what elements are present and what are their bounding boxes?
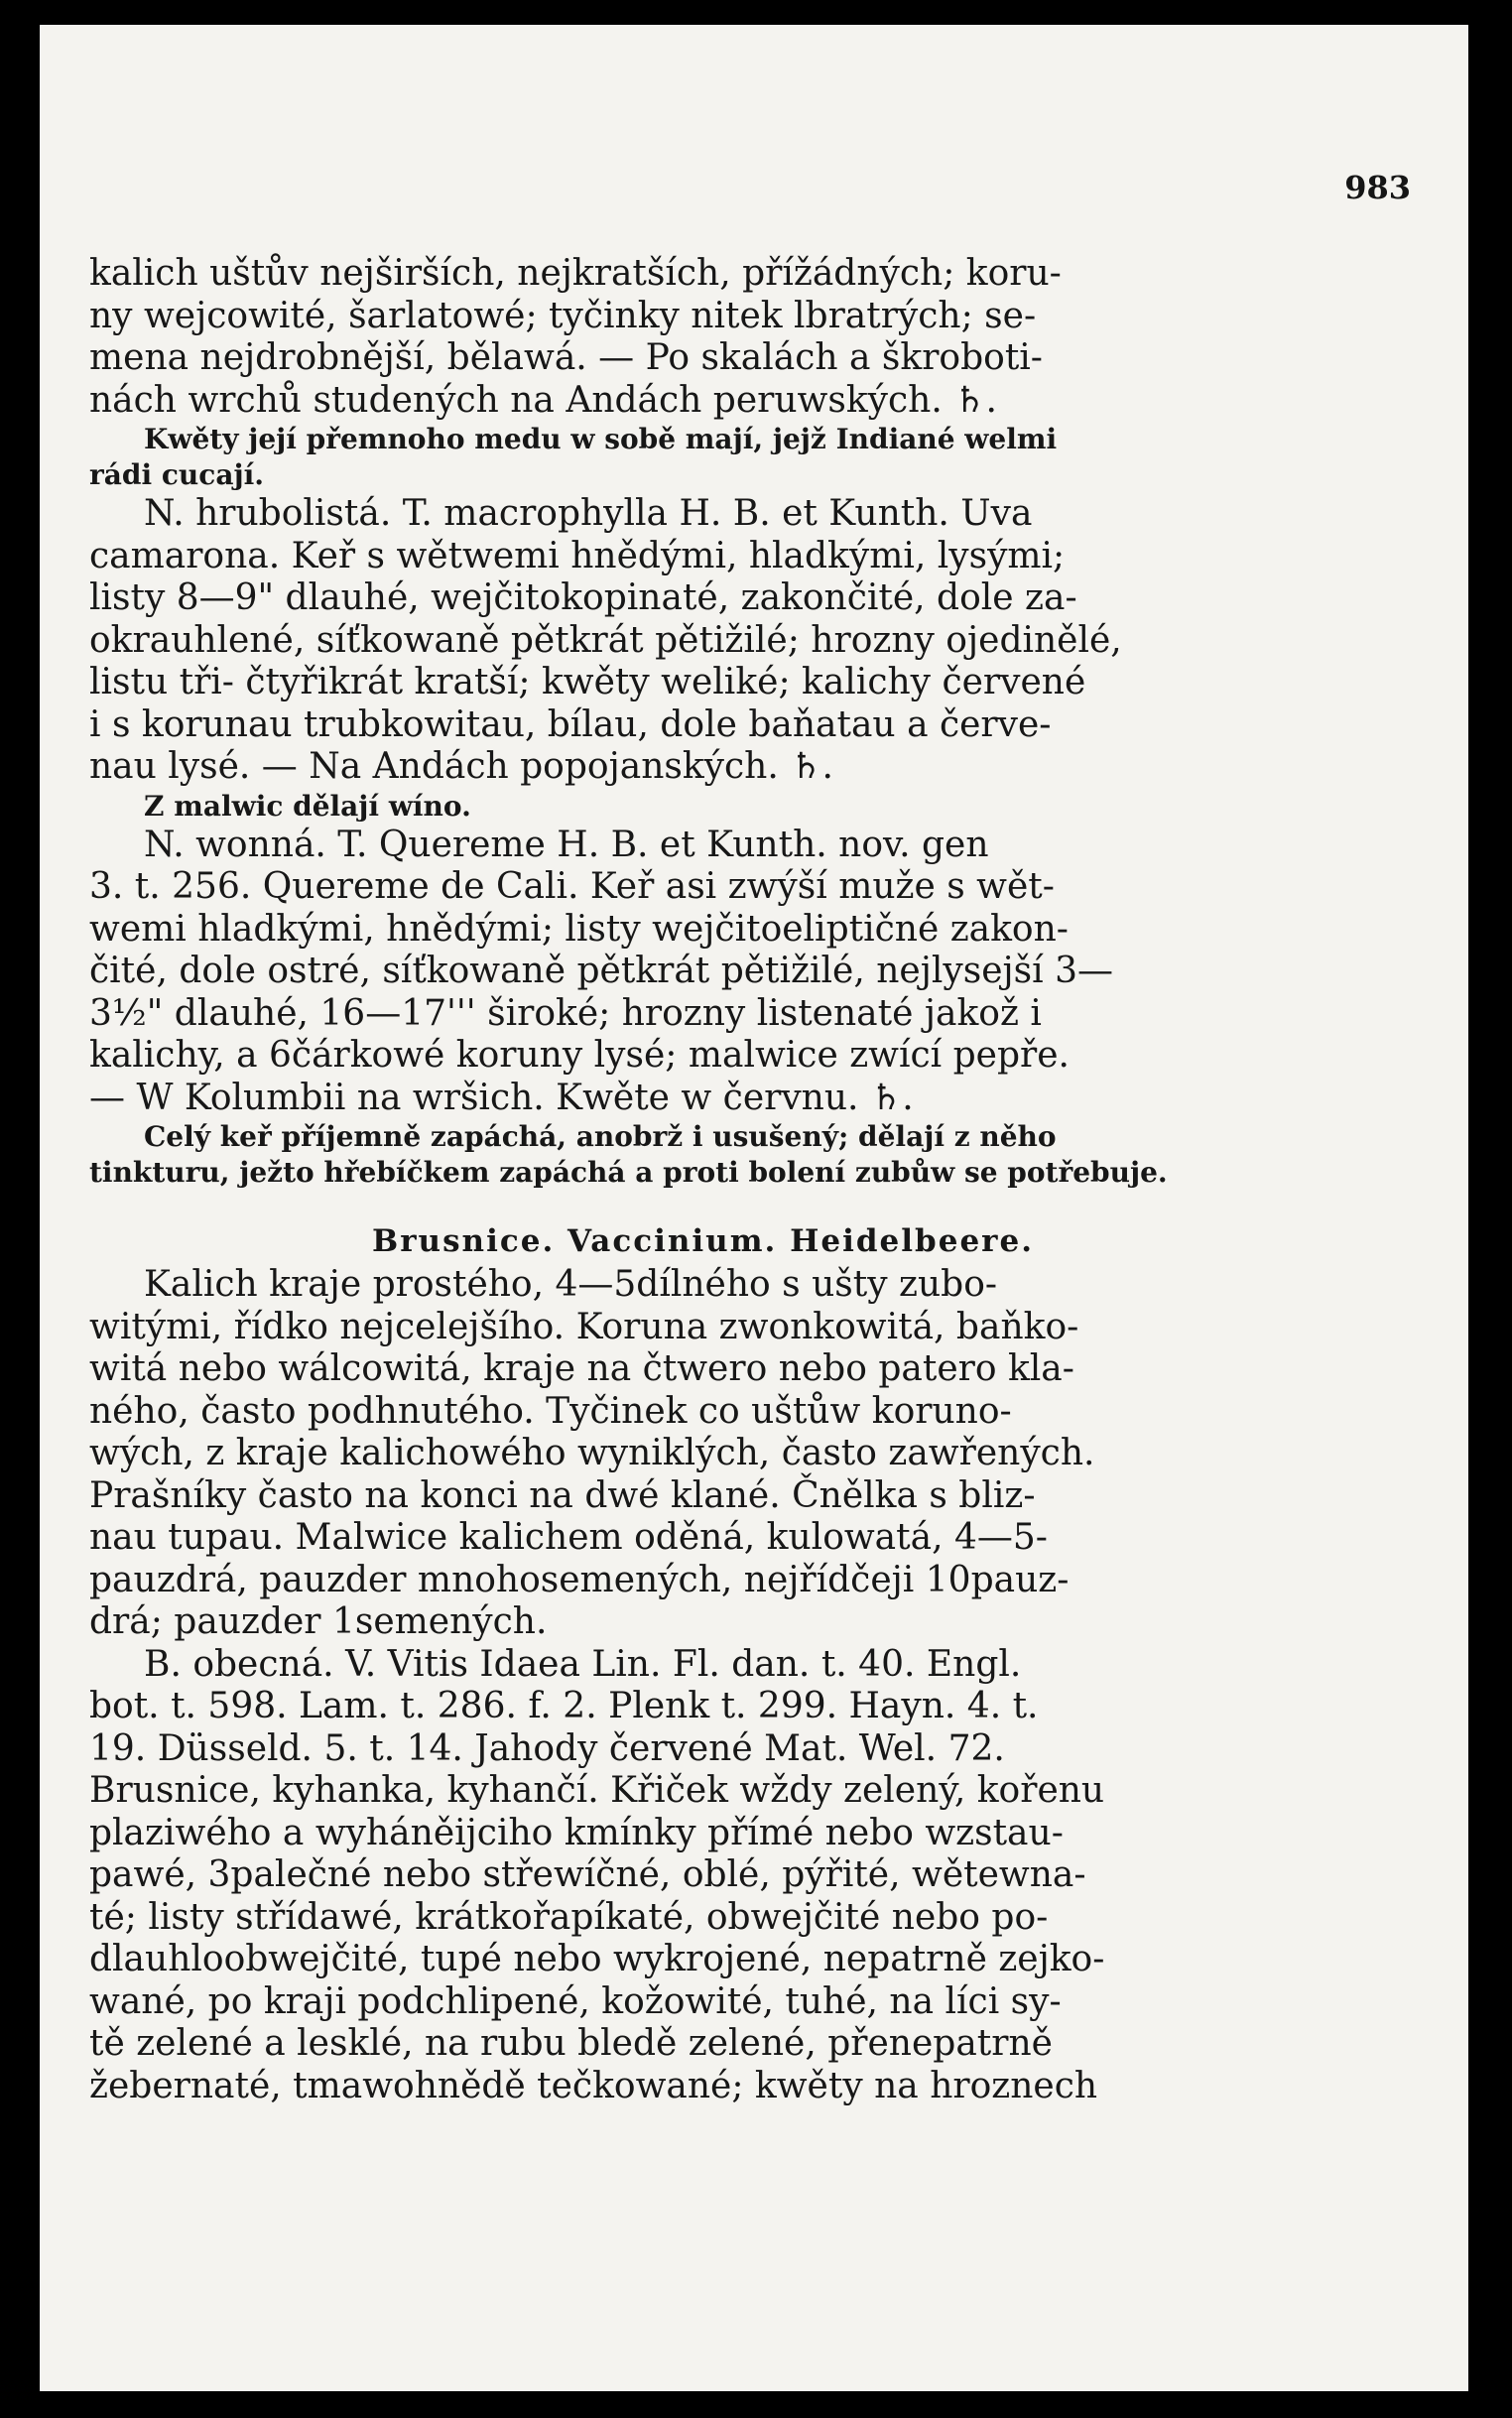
note-line: rádi cucají. xyxy=(89,458,264,491)
text-line: camarona. Keř s wětwemi hnědými, hladkými, lysými; xyxy=(89,535,1066,576)
text-line: kalich uštův nejširších, nejkratších, přížádných; koru- xyxy=(89,253,1062,294)
section-gap xyxy=(89,1191,1176,1207)
text-line: čité, dole ostré, síťkowaně pětkrát pětižilé, nejlysejší 3— xyxy=(89,951,1113,991)
text-line: pawé, 3palečné nebo střewíčné, oblé, pýřité, wětewna- xyxy=(89,1854,1086,1895)
text-line: ny wejcowité, šarlatowé; tyčinky nitek lbratrých; se- xyxy=(89,295,1037,336)
text-line: kalichy, a 6čárkowé koruny lysé; malwice zwící pepře. xyxy=(89,1035,1070,1076)
book-page xyxy=(40,25,1468,2391)
text-line: nách wrchů studených na Andách peruwských. ♄. xyxy=(89,379,997,421)
text-line: nau tupau. Malwice kalichem oděná, kulowatá, 4—5- xyxy=(89,1517,1048,1558)
text-line: 19. Düsseld. 5. t. 14. Jahody červené Mat. Wel. 72. xyxy=(89,1727,1005,1769)
note-line: Celý keř příjemně zapáchá, anobrž i usušený; dělají z něho xyxy=(144,1120,1057,1153)
text-line: mena nejdrobnější, bělawá. — Po skalách a škroboti- xyxy=(89,337,1043,378)
text-line: Brusnice, kyhanka, kyhančí. Křiček wždy zelený, kořenu xyxy=(89,1770,1105,1811)
text-line: tě zelené a lesklé, na rubu bledě zelené, přenepatrně xyxy=(89,2023,1053,2064)
page-number: 983 xyxy=(1344,169,1411,206)
text-line: wých, z kraje kalichowého wyniklých, často zawřených. xyxy=(89,1433,1095,1473)
text-line: 3. t. 256. Quereme de Cali. Keř asi zwýší muže s wět- xyxy=(89,866,1055,907)
text-line: i s korunau trubkowitau, bílau, dole baňatau a červe- xyxy=(89,703,1052,745)
text-line: witými, řídko nejcelejšího. Koruna zwonkowitá, baňko- xyxy=(89,1306,1079,1347)
text-line: — W Kolumbii na wršich. Kwěte w červnu. ♄. xyxy=(89,1077,914,1118)
text-line: B. obecná. V. Vitis Idaea Lin. Fl. dan. t. 40. Engl. xyxy=(144,1643,1022,1685)
text-line: drá; pauzder 1semených. xyxy=(89,1601,548,1642)
text-line: ného, často podhnutého. Tyčinek co uštůw koruno- xyxy=(89,1390,1012,1432)
page-body-text xyxy=(89,253,1176,2107)
text-line: té; listy střídawé, krátkořapíkaté, obwejčité nebo po- xyxy=(89,1896,1049,1938)
section-heading: Brusnice. Vaccinium. Heidelbeere. xyxy=(372,1223,1035,1259)
note-line: Kwěty její přemnoho medu w sobě mají, jejž Indiané welmi xyxy=(144,423,1058,455)
text-line: wané, po kraji podchlipené, kožowité, tuhé, na líci sy- xyxy=(89,1980,1062,2022)
text-line: Kalich kraje prostého, 4—5dílného s ušty zubo- xyxy=(144,1264,998,1305)
text-line: dlauhloobwejčité, tupé nebo wykrojené, nepatrně zejko- xyxy=(89,1939,1105,1979)
note-line: tinkturu, ježto hřebíčkem zapáchá a proti bolení zubůw se potřebuje. xyxy=(89,1156,1168,1189)
text-line: listu tři- čtyřikrát kratší; kwěty weliké; kalichy červené xyxy=(89,662,1086,702)
text-line: N. wonná. T. Quereme H. B. et Kunth. nov. gen xyxy=(144,824,989,865)
text-line: okrauhlené, síťkowaně pětkrát pětižilé; hrozny ojedinělé, xyxy=(89,619,1122,661)
text-line: N. hrubolistá. T. macrophylla H. B. et Kunth. Uva xyxy=(144,493,1033,534)
text-line: nau lysé. — Na Andách popojanských. ♄. xyxy=(89,746,833,787)
note-line: Z malwic dělají wíno. xyxy=(144,789,471,823)
text-line: witá nebo wálcowitá, kraje na čtwero nebo patero kla- xyxy=(89,1348,1074,1389)
text-line: wemi hladkými, hnědými; listy wejčitoeliptičné zakon- xyxy=(89,908,1069,950)
text-line: bot. t. 598. Lam. t. 286. f. 2. Plenk t. 299. Hayn. 4. t. xyxy=(89,1686,1039,1726)
text-line: listy 8—9" dlauhé, wejčitokopinaté, zakončité, dole za- xyxy=(89,577,1077,618)
text-line: pauzdrá, pauzder mnohosemených, nejřídčeji 10pauz- xyxy=(89,1559,1070,1600)
text-line: plaziwého a wyháněijciho kmínky přímé nebo wzstau- xyxy=(89,1812,1064,1853)
text-line: Prašníky často na konci na dwé klané. Čnělka s bliz- xyxy=(89,1474,1036,1516)
text-line: žebernaté, tmawohnědě tečkowané; kwěty na hroznech xyxy=(89,2065,1098,2106)
text-line: 3½" dlauhé, 16—17''' široké; hrozny listenaté jakož i xyxy=(89,992,1042,1034)
